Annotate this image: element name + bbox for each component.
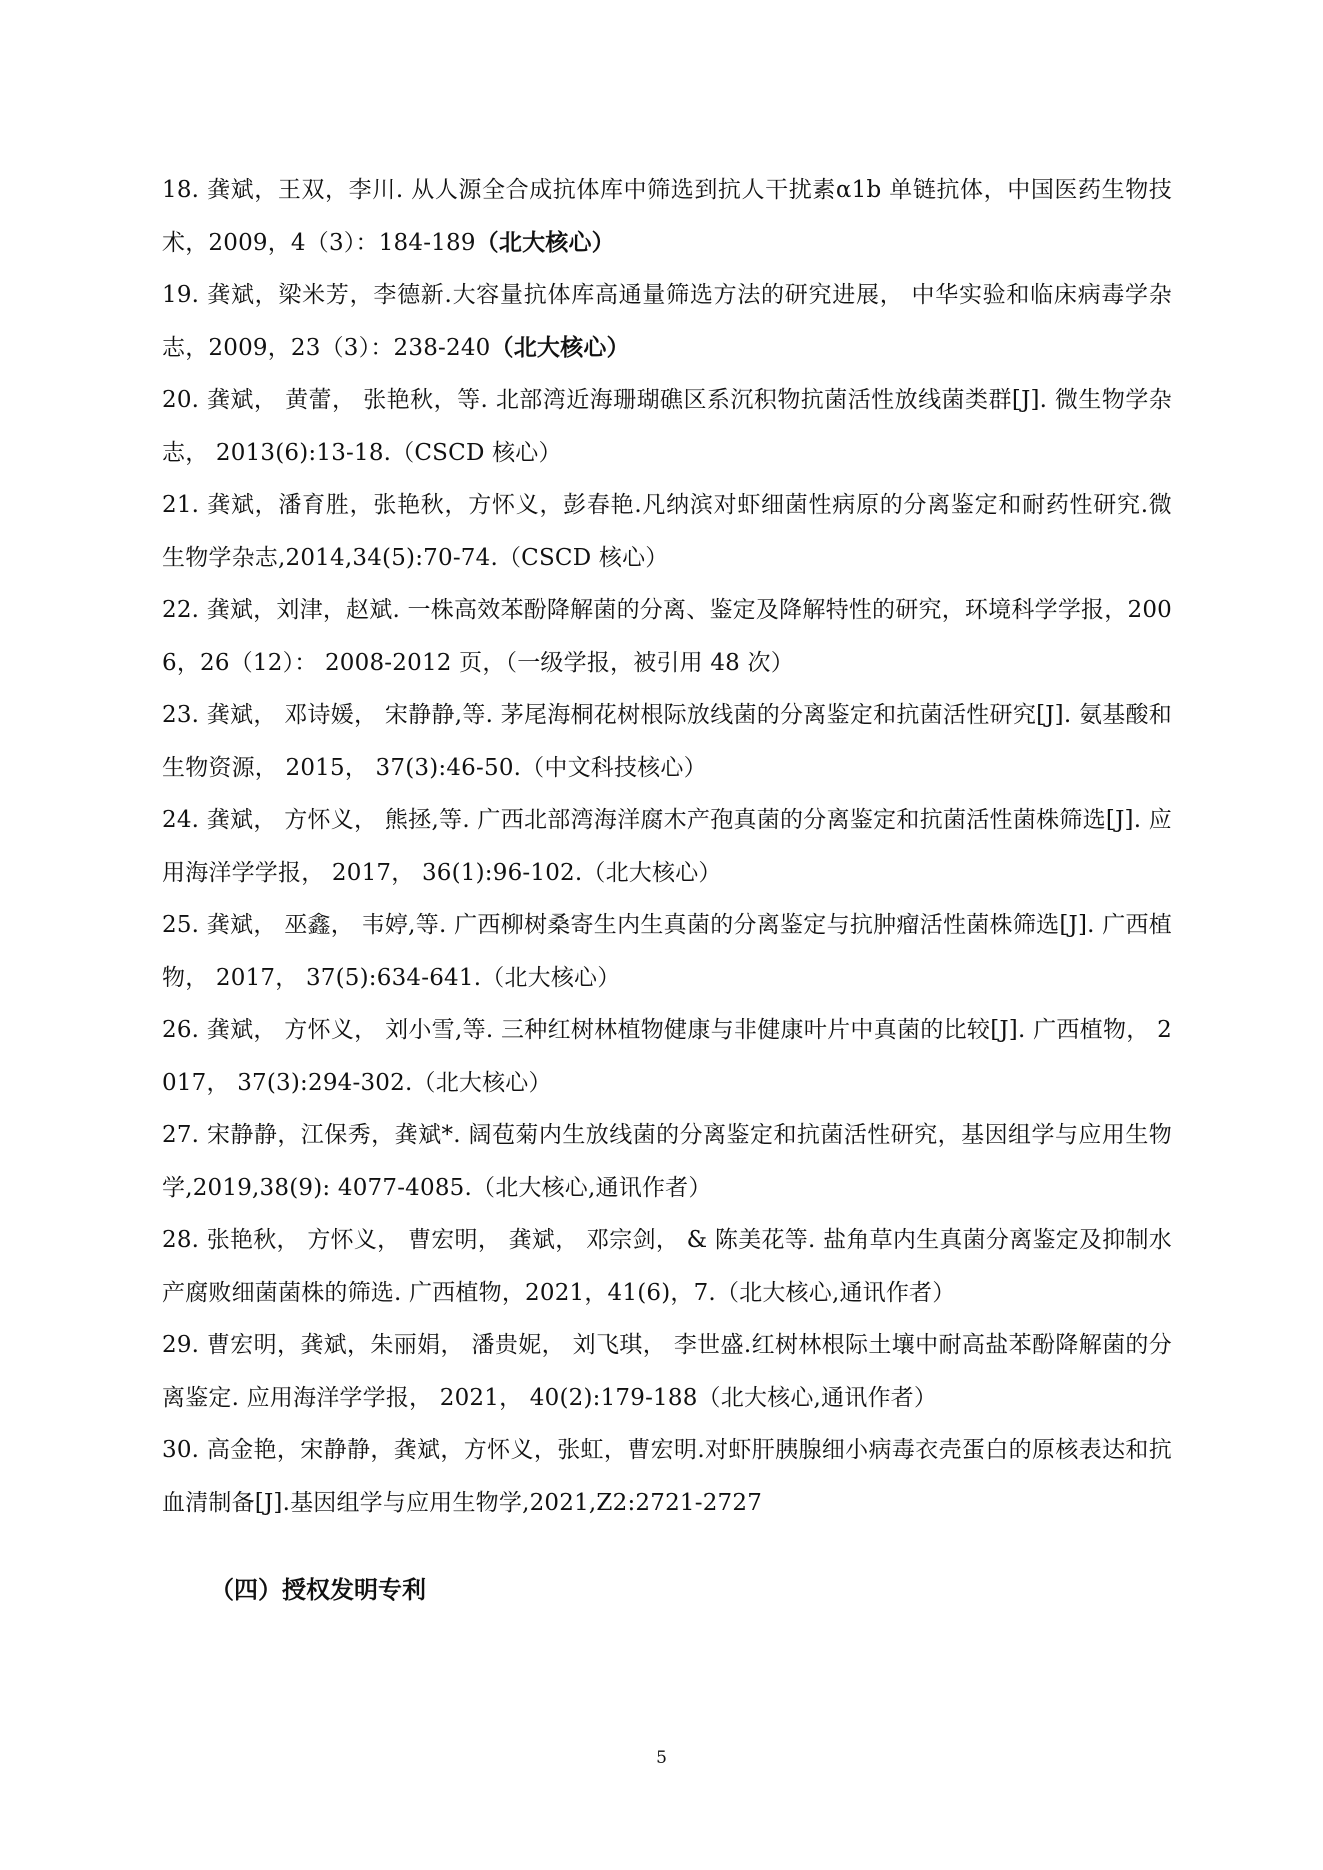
reference-item	[162, 1004, 1172, 1109]
reference-note: （北大核心）	[490, 334, 630, 361]
reference-text: 18. 龚斌，王双，李川. 从人源全合成抗体库中筛选到抗人干扰素α1b 单链抗体，中国医药生物技术，2009，4（3）：184-189	[162, 177, 1172, 256]
reference-text: 24. 龚斌， 方怀义， 熊拯,等. 广西北部湾海洋腐木产孢真菌的分离鉴定和抗菌活性菌株筛选[J]. 应用海洋学学报， 2017， 36(1):96-102.（北大核心）	[162, 807, 1172, 886]
reference-item	[162, 479, 1172, 584]
reference-note: （北大核心）	[475, 229, 615, 256]
reference-text: 19. 龚斌，梁米芳，李德新.大容量抗体库高通量筛选方法的研究进展， 中华实验和临床病毒学杂志，2009，23（3）：238-240	[162, 282, 1172, 361]
reference-item	[162, 899, 1172, 1004]
reference-item	[162, 1109, 1172, 1214]
reference-item	[162, 689, 1172, 794]
reference-text: 27. 宋静静，江保秀，龚斌*. 阔苞菊内生放线菌的分离鉴定和抗菌活性研究，基因组学与应用生物学,2019,38(9): 4077-4085.（北大核心,通讯作者）	[162, 1122, 1172, 1201]
reference-item	[162, 1214, 1172, 1319]
reference-item	[162, 1319, 1172, 1424]
reference-text: 26. 龚斌， 方怀义， 刘小雪,等. 三种红树林植物健康与非健康叶片中真菌的比较[J]. 广西植物， 2017， 37(3):294-302.（北大核心）	[162, 1017, 1172, 1096]
page-number: 5	[656, 1748, 667, 1768]
reference-text: 20. 龚斌， 黄蕾， 张艳秋，等. 北部湾近海珊瑚礁区系沉积物抗菌活性放线菌类群[J]. 微生物学杂志， 2013(6):13-18.（CSCD 核心）	[162, 387, 1172, 466]
reference-item	[162, 269, 1172, 374]
reference-item	[162, 164, 1172, 269]
reference-item	[162, 374, 1172, 479]
reference-item	[162, 1424, 1172, 1529]
reference-text: 29. 曹宏明，龚斌，朱丽娟， 潘贵妮， 刘飞琪， 李世盛.红树林根际土壤中耐高盐苯酚降解菌的分离鉴定. 应用海洋学学报， 2021， 40(2):179-188（北大核心,通讯作者）	[162, 1332, 1172, 1411]
reference-text: 30. 高金艳，宋静静，龚斌，方怀义，张虹，曹宏明.对虾肝胰腺细小病毒衣壳蛋白的原核表达和抗血清制备[J].基因组学与应用生物学,2021,Z2:2721-2727	[162, 1437, 1172, 1516]
section-heading: （四）授权发明专利	[210, 1576, 426, 1604]
reference-text: 25. 龚斌， 巫鑫， 韦婷,等. 广西柳树桑寄生内生真菌的分离鉴定与抗肿瘤活性菌株筛选[J]. 广西植物， 2017， 37(5):634-641.（北大核心）	[162, 912, 1172, 991]
reference-text: 21. 龚斌，潘育胜，张艳秋，方怀义，彭春艳.凡纳滨对虾细菌性病原的分离鉴定和耐药性研究.微生物学杂志,2014,34(5):70-74.（CSCD 核心）	[162, 492, 1172, 571]
reference-item	[162, 794, 1172, 899]
reference-text: 28. 张艳秋， 方怀义， 曹宏明， 龚斌， 邓宗剑， & 陈美花等. 盐角草内生真菌分离鉴定及抑制水产腐败细菌菌株的筛选. 广西植物，2021，41(6)，7.（北大核心,通讯作者）	[162, 1227, 1172, 1306]
reference-text: 22. 龚斌，刘津，赵斌. 一株高效苯酚降解菌的分离、鉴定及降解特性的研究，环境科学学报，2006，26（12）： 2008-2012 页，（一级学报，被引用 48 次）	[162, 597, 1172, 676]
reference-text: 23. 龚斌， 邓诗媛， 宋静静,等. 茅尾海桐花树根际放线菌的分离鉴定和抗菌活性研究[J]. 氨基酸和生物资源， 2015， 37(3):46-50.（中文科技核心）	[162, 702, 1172, 781]
reference-item	[162, 584, 1172, 689]
reference-list	[162, 164, 1172, 1529]
